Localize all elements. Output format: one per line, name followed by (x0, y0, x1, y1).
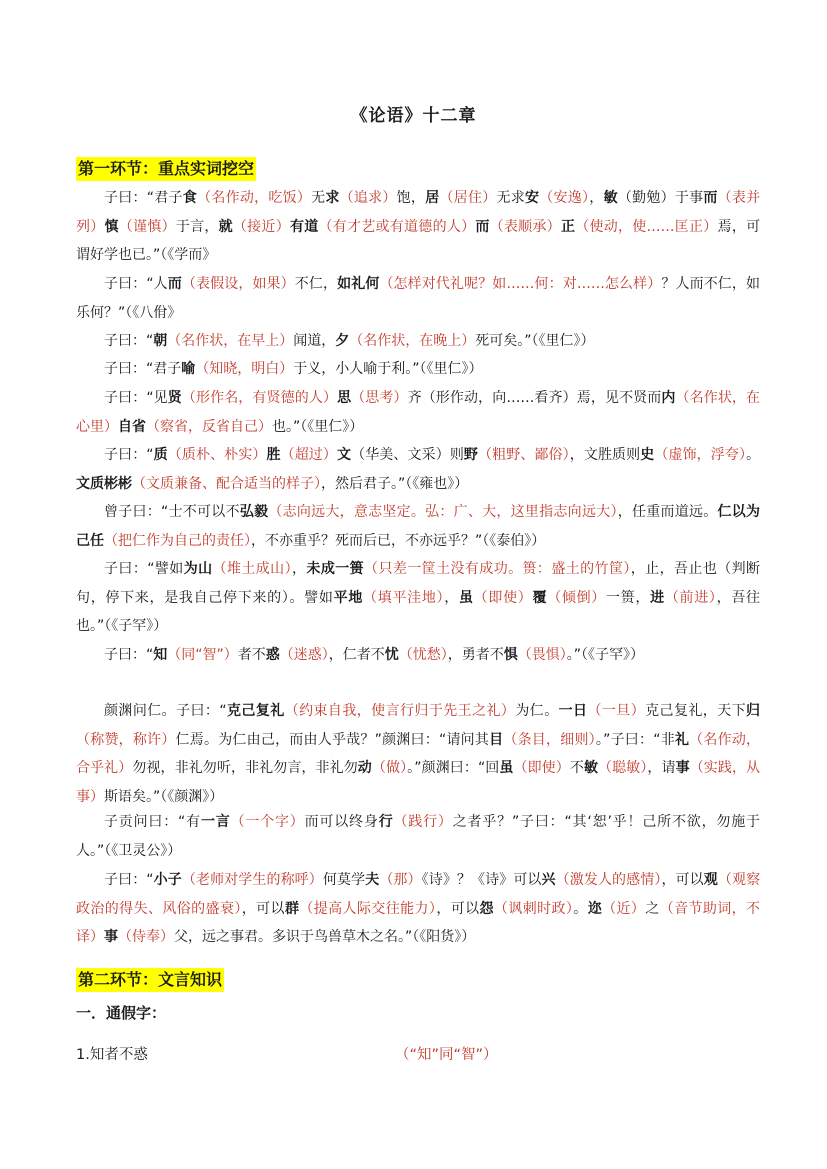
text-run: （华美、文采）则 (351, 447, 464, 463)
annotation: （把仁作为自己的责任） (104, 532, 251, 549)
annotation: （知晓，明白） (195, 361, 294, 377)
key-word: 归 (746, 703, 761, 719)
annotation: （讽刺时政） (493, 900, 574, 917)
annotation: （提高人际交往能力） (299, 900, 437, 917)
text-run: 者不 (237, 647, 266, 663)
annotation: （即使） (513, 760, 570, 777)
key-word: 慎 (104, 218, 119, 235)
key-word: 而 (167, 276, 182, 292)
key-word: 史 (640, 447, 655, 463)
key-word: 群 (284, 900, 300, 917)
annotation: （质朴、朴实） (167, 447, 267, 463)
annotation: （音节助词，不译） (76, 900, 761, 946)
key-word: 求 (325, 190, 340, 206)
annotation: （即使） (473, 589, 533, 606)
key-word: 行 (378, 814, 394, 830)
annotation: （一个字） (230, 814, 305, 830)
key-word: 惑 (265, 647, 280, 663)
annotation: （思考） (351, 390, 408, 406)
annotation: （倾倒） (547, 589, 606, 606)
text-run: 无求 (496, 190, 525, 206)
text-run: 子曰：“人 (104, 276, 168, 292)
annotation: （一旦） (587, 703, 646, 719)
annotation: （聪敏） (598, 760, 648, 777)
annotation: （约束自我，使言行归于先王之礼） (284, 703, 516, 719)
annotation: （做） (371, 760, 408, 777)
text-run: 。 (573, 900, 588, 917)
annotation: （察省，反省自己） (146, 418, 272, 435)
key-word: 虽 (458, 589, 474, 606)
key-word: 覆 (532, 589, 548, 606)
annotation: （那） (379, 872, 422, 888)
key-word: 思 (337, 390, 352, 406)
key-word: 居 (425, 190, 440, 206)
key-word: 事 (675, 760, 690, 777)
text-run: （勤勉）于事 (617, 190, 704, 206)
key-word: 安 (525, 190, 540, 206)
text-run: 于义，小人喻于利。”（《里仁》） (293, 361, 483, 377)
paragraph-11 (76, 808, 760, 865)
paragraph-12 (76, 866, 760, 952)
text-run: 父，远之事君。多识于鸟兽草木之名。”（《阳货》） (174, 929, 476, 946)
annotation: （使动，使……匡正） (575, 218, 718, 235)
annotation: （激发人的感情） (555, 872, 662, 888)
text-run: 子贡问曰：“有 (104, 814, 201, 830)
text-run: 。”子曰：“非 (595, 731, 675, 748)
section-heading-2: 第二环节：文言知识 (76, 968, 224, 992)
annotation: （居住） (439, 190, 497, 206)
page-title: 《论语》十二章 (350, 106, 477, 126)
annotation: （名作状，在晚上） (349, 333, 476, 349)
paragraph-1 (76, 184, 760, 270)
annotation: （名作动，合乎礼） (76, 731, 761, 777)
annotation: （称赞，称许） (76, 731, 176, 748)
annotation: （形作名，有贤德的人） (181, 390, 338, 406)
text-run: 一篑， (606, 589, 651, 606)
section-heading-1: 第一环节：重点实词挖空 (76, 157, 256, 181)
key-word: 胜 (266, 447, 281, 463)
text-run: 饱， (396, 190, 426, 206)
text-run: 无 (311, 190, 326, 206)
annotation: （忧愁） (398, 647, 448, 663)
annotation: （安逸） (539, 190, 590, 206)
annotation: （粗野、鄙俗） (478, 447, 570, 463)
paragraph-3 (76, 327, 760, 356)
text-run: ？人而不仁，如乐何？”（《八佾》 (76, 276, 761, 321)
key-word: 礼 (674, 731, 690, 748)
annotation: （近） (602, 900, 646, 917)
text-run: 。 (746, 447, 761, 463)
annotation: （表顺承） (489, 218, 561, 235)
text-run: ，请 (647, 760, 676, 777)
text-run: 子曰：“君子 (104, 190, 183, 206)
key-word: 进 (650, 589, 665, 606)
key-word: 目 (489, 731, 504, 748)
text-run: 子曰：“譬如 (104, 561, 184, 577)
text-run: 也。”（《里仁》） (272, 418, 364, 435)
key-word: 文质彬彬 (76, 475, 132, 492)
text-run: 子曰：“ (104, 647, 154, 663)
key-word: 而 (475, 218, 490, 235)
annotation: （观察政治的得失、风俗的盛衰） (76, 872, 761, 917)
text-run: ，勇者不 (447, 647, 504, 663)
text-run: ，任重而道远。 (617, 504, 718, 520)
annotation: （谨慎） (118, 218, 176, 235)
text-run: 。”颜渊曰：“回 (407, 760, 500, 777)
key-word: 事 (104, 929, 118, 946)
list-item: 1.知者不惑 (76, 1047, 148, 1063)
text-run: 仁焉。为仁由己，而由人乎哉？”颜渊曰：“请问其 (175, 731, 490, 748)
text-run: ，文胜质则 (569, 447, 641, 463)
paragraph-7 (76, 498, 760, 555)
text-run: 颜渊问仁。子曰：“ (104, 703, 227, 719)
key-word: 惧 (503, 647, 518, 663)
key-word: 未成一篑 (306, 561, 365, 577)
annotation: （超过） (280, 447, 337, 463)
key-word: 仁以为己任 (76, 504, 761, 549)
key-word: 正 (560, 218, 576, 235)
key-word: 一言 (200, 814, 231, 830)
paragraph-4 (76, 355, 760, 384)
text-run: 子曰：“君子 (104, 361, 182, 377)
annotation: （名作状，在早上） (167, 333, 294, 349)
key-word: 文 (337, 447, 352, 463)
annotation: （条目，细则） (503, 731, 596, 748)
key-word: 质 (153, 447, 168, 463)
text-run: ， (589, 190, 604, 206)
key-word: 夕 (335, 333, 350, 349)
paragraph-8 (76, 555, 760, 641)
annotation: （实践，从事） (76, 760, 761, 805)
annotation: （虚饰，浮夸） (654, 447, 747, 463)
annotation: （践行） (393, 814, 453, 830)
key-word: 贤 (167, 390, 182, 406)
key-word: 忧 (384, 647, 399, 663)
key-word: 敏 (603, 190, 618, 206)
key-word: 动 (357, 760, 372, 777)
text-run: ， (291, 561, 307, 577)
key-word: 夫 (365, 872, 380, 888)
annotation: （志向远大，意志坚定。弘：广、大，这里指志向远大） (268, 504, 618, 520)
key-word: 内 (661, 390, 676, 406)
text-run: 斯语矣。”（《颜渊》） (104, 788, 224, 805)
text-run: 闻道， (293, 333, 336, 349)
paragraph-9 (76, 641, 760, 670)
text-run: ，可以 (436, 900, 480, 917)
key-word: 为山 (183, 561, 213, 577)
text-run: 。”（《子罕》） (566, 647, 645, 663)
text-run: 而可以终身 (304, 814, 379, 830)
list-item-answer: （“知”同“智”） (395, 1047, 498, 1063)
key-word: 自省 (118, 418, 146, 435)
key-word: 就 (218, 218, 233, 235)
text-run: 曾子曰：“士不可以不 (104, 504, 240, 520)
key-word: 观 (703, 872, 718, 888)
key-word: 如礼何 (337, 276, 380, 292)
text-run: 焉，可谓好学也已。”（《学而》 (76, 218, 761, 264)
text-run: 于言， (175, 218, 219, 235)
text-run: 子曰：“ (104, 447, 154, 463)
text-run: 子曰：“ (104, 333, 154, 349)
key-word: 知 (153, 647, 168, 663)
annotation: （填平洼地） (363, 589, 445, 606)
paragraph-10 (76, 697, 760, 811)
text-run: ，可以 (241, 900, 285, 917)
text-run: 勿视，非礼勿听，非礼勿言，非礼勿 (132, 760, 358, 777)
text-run: 子曰：“ (104, 872, 154, 888)
annotation: （堆土成山） (212, 561, 292, 577)
key-word: 迩 (587, 900, 603, 917)
annotation: （有才艺或有道德的人） (318, 218, 476, 235)
annotation: （只差一筐土没有成功。篑：盛土的竹筐） (364, 561, 631, 577)
annotation: （怎样对代礼呢？如……何：对……怎么样） (379, 276, 662, 292)
text-run: 不仁， (294, 276, 338, 292)
text-run: 《诗》？《诗》可以 (421, 872, 542, 888)
text-run: ，可以 (661, 872, 704, 888)
key-word: 弘毅 (239, 504, 269, 520)
key-word: 而 (703, 190, 718, 206)
text-run: 不 (569, 760, 584, 777)
key-word: 小子 (153, 872, 182, 888)
key-word: 兴 (541, 872, 556, 888)
key-word: 虽 (499, 760, 514, 777)
text-run: 死可矣。”（《里仁》） (475, 333, 595, 349)
annotation: （畏惧） (517, 647, 567, 663)
annotation: （侍奉） (118, 929, 174, 946)
key-word: 有道 (289, 218, 319, 235)
annotation: （名作状，在心里） (76, 390, 761, 435)
annotation: （表假设，如果） (181, 276, 295, 292)
text-run: 子曰：“见 (104, 390, 168, 406)
key-word: 克己复礼 (226, 703, 285, 719)
text-run: ，不亦重乎？死而后已，不亦远乎？”（《泰伯》） (251, 532, 546, 549)
annotation: （表并列） (76, 190, 761, 235)
text-run: 之 (645, 900, 660, 917)
annotation: （文质兼备、配合适当的样子） (132, 475, 321, 492)
text-run: ，仁者不 (328, 647, 385, 663)
text-run: 为仁。 (515, 703, 559, 719)
key-word: 怨 (479, 900, 494, 917)
key-word: 平地 (333, 589, 364, 606)
annotation: （迷惑） (279, 647, 329, 663)
annotation: （老师对学生的称呼） (181, 872, 323, 888)
text-run: ，吾往也。”（《子罕》） (76, 589, 761, 635)
key-word: 食 (182, 190, 198, 206)
text-run: 何莫学 (322, 872, 366, 888)
annotation: （接近） (232, 218, 290, 235)
text-run: 齐（形作动，向……看齐）焉，见不贤而 (407, 390, 662, 406)
text-run: 克己复礼，天下 (645, 703, 747, 719)
paragraph-5 (76, 384, 760, 441)
text-run: ， (444, 589, 459, 606)
text-run: ，止，吾止也（判断句，停下来，是我自己停下来的）。譬如 (76, 561, 761, 606)
annotation: （同“智”） (167, 647, 238, 663)
subheading-tongjiazi: 一．通假字： (76, 1004, 167, 1022)
key-word: 一日 (558, 703, 588, 719)
paragraph-6 (76, 441, 760, 498)
key-word: 朝 (153, 333, 168, 349)
key-word: 敏 (583, 760, 599, 777)
text-run: 之者乎？”子曰：“其‘恕’乎！己所不欲，勿施于人。”（《卫灵公》） (76, 814, 761, 859)
annotation: （名作动，吃饭） (197, 190, 312, 206)
annotation: （追求） (339, 190, 397, 206)
text-run: ，然后君子。”（《雍也》） (321, 475, 469, 492)
key-word: 野 (463, 447, 479, 463)
annotation: （前进） (664, 589, 717, 606)
key-word: 喻 (181, 361, 196, 377)
paragraph-2 (76, 270, 760, 327)
